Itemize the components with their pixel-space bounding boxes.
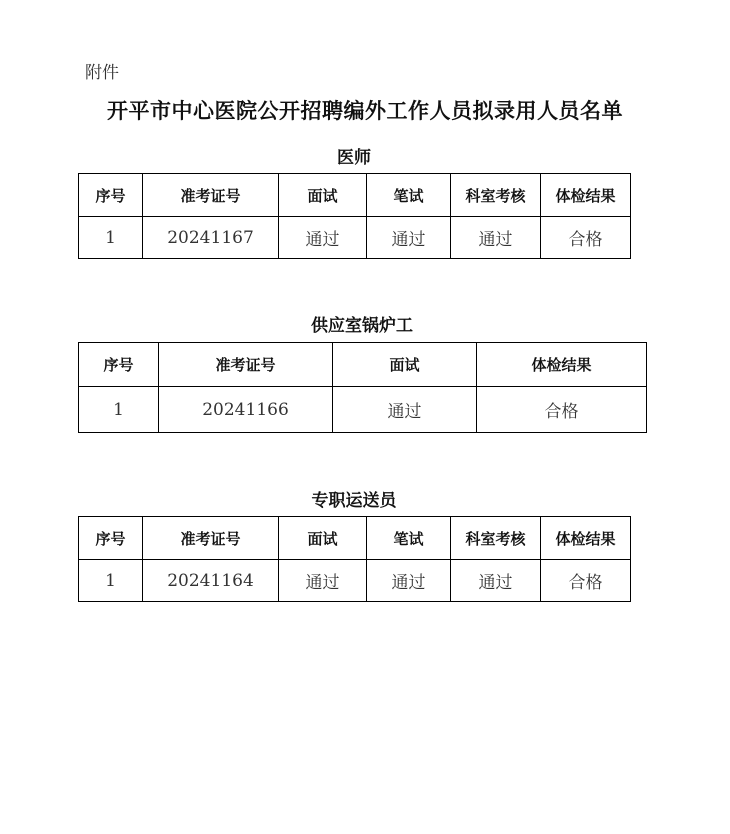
attachment-label: 附件 (85, 63, 119, 83)
table-header-row (79, 343, 647, 387)
header-interview: 面试 (279, 174, 367, 217)
cell-interview: 通过 (333, 387, 477, 433)
cell-written-test: 通过 (367, 217, 451, 259)
table-header-row (79, 517, 631, 560)
section-title-transporter: 专职运送员 (311, 491, 397, 511)
cell-department-assessment: 通过 (451, 217, 541, 259)
cell-exam-number: 20241167 (143, 217, 279, 259)
header-written-test: 笔试 (367, 174, 451, 217)
header-department-assessment: 科室考核 (451, 517, 541, 560)
cell-written-test: 通过 (367, 560, 451, 602)
document-title: 开平市中心医院公开招聘编外工作人员拟录用人员名单 (107, 99, 623, 123)
section-title-boiler-worker: 供应室锅炉工 (311, 316, 413, 336)
header-medical-result: 体检结果 (477, 343, 647, 387)
section-title-physician: 医师 (337, 148, 371, 168)
header-medical-result: 体检结果 (541, 174, 631, 217)
header-serial: 序号 (79, 343, 159, 387)
table-row (79, 217, 631, 259)
cell-medical-result: 合格 (541, 217, 631, 259)
header-exam-number: 准考证号 (143, 517, 279, 560)
cell-medical-result: 合格 (477, 387, 647, 433)
cell-department-assessment: 通过 (451, 560, 541, 602)
cell-serial: 1 (79, 217, 143, 259)
boiler-worker-table (78, 342, 647, 433)
header-written-test: 笔试 (367, 517, 451, 560)
header-department-assessment: 科室考核 (451, 174, 541, 217)
cell-medical-result: 合格 (541, 560, 631, 602)
header-exam-number: 准考证号 (143, 174, 279, 217)
header-interview: 面试 (279, 517, 367, 560)
cell-serial: 1 (79, 387, 159, 433)
header-serial: 序号 (79, 174, 143, 217)
cell-interview: 通过 (279, 560, 367, 602)
header-exam-number: 准考证号 (159, 343, 333, 387)
table-header-row (79, 174, 631, 217)
header-interview: 面试 (333, 343, 477, 387)
header-serial: 序号 (79, 517, 143, 560)
header-medical-result: 体检结果 (541, 517, 631, 560)
physician-table (78, 173, 631, 259)
cell-exam-number: 20241166 (159, 387, 333, 433)
transporter-table (78, 516, 631, 602)
cell-interview: 通过 (279, 217, 367, 259)
table-row (79, 560, 631, 602)
cell-exam-number: 20241164 (143, 560, 279, 602)
cell-serial: 1 (79, 560, 143, 602)
table-row (79, 387, 647, 433)
